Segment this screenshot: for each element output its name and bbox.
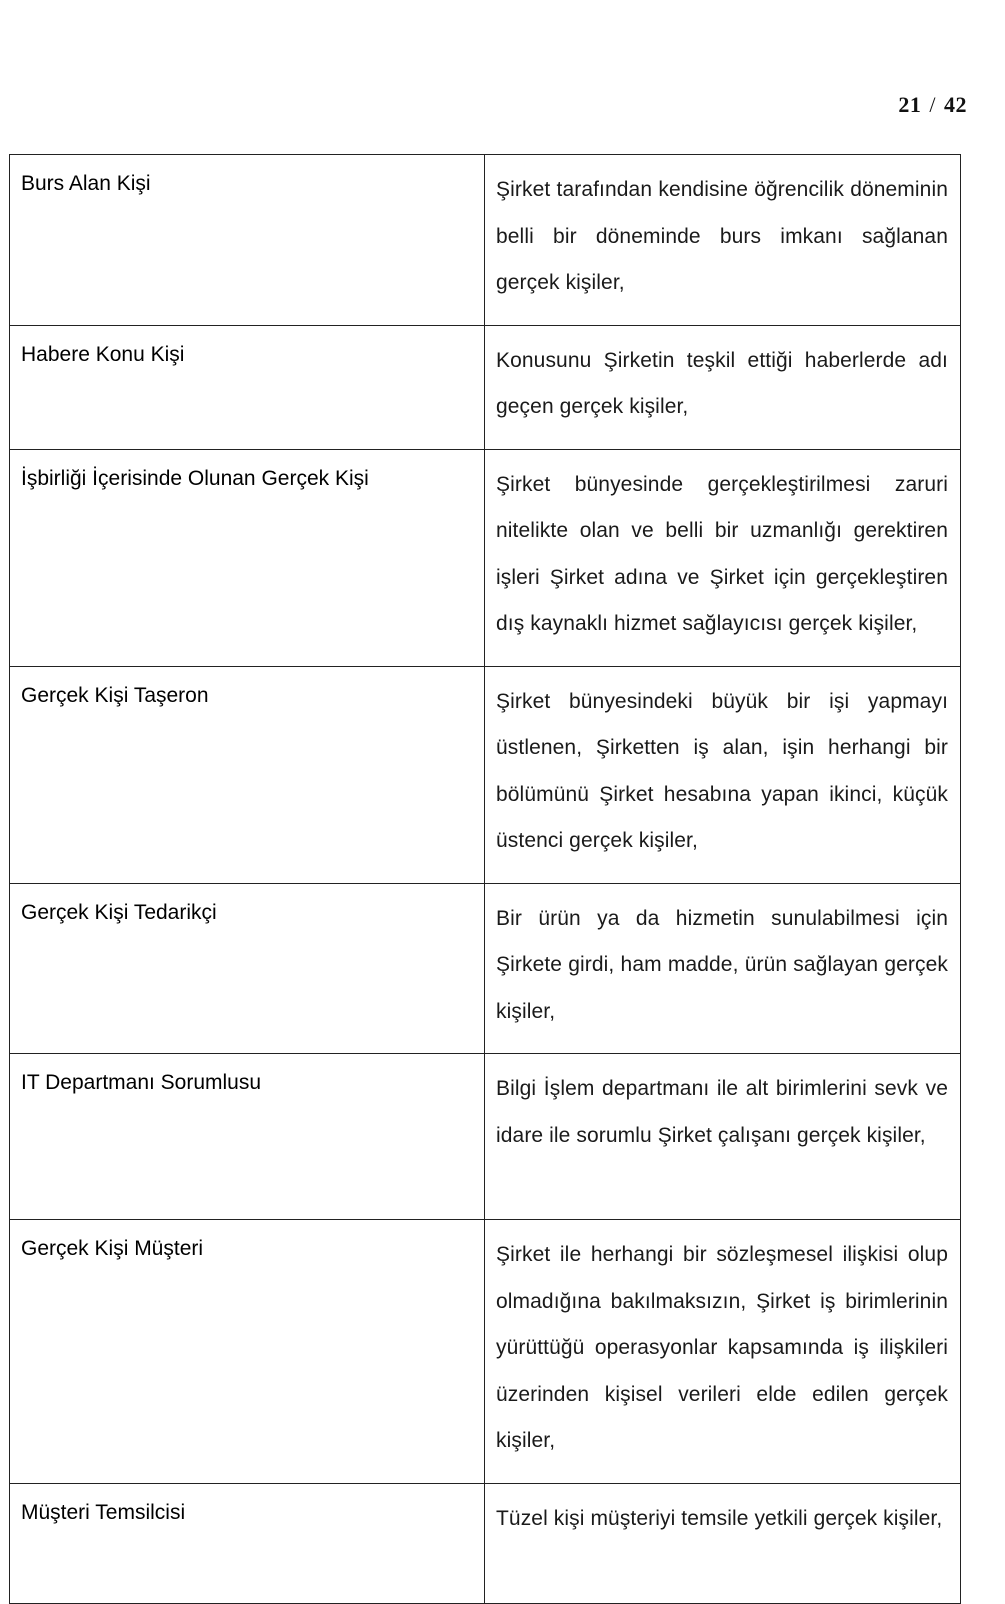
- description-text: Şirket ile herhangi bir sözleşmesel ilişkisi olup olmadığına bakılmaksızın, Şirket iş birimlerinin yürüttüğü operasyonlar kapsamında iş ilişkileri üzerinden kişisel verileri elde edilen gerçek kişiler,: [496, 1243, 948, 1452]
- table-row: [10, 666, 961, 883]
- table-row: [10, 1483, 961, 1603]
- term-label: İşbirliği İçerisinde Olunan Gerçek Kişi: [21, 466, 369, 490]
- description-text: Konusunu Şirketin teşkil ettiği haberlerde adı geçen gerçek kişiler,: [496, 348, 948, 418]
- term-cell: [10, 883, 485, 1054]
- description-text: Bir ürün ya da hizmetin sunulabilmesi için Şirkete girdi, ham madde, ürün sağlayan gerçek kişiler,: [496, 906, 948, 1023]
- page-current: 21: [898, 92, 922, 117]
- term-cell: [10, 449, 485, 666]
- term-label: Gerçek Kişi Tedarikçi: [21, 900, 217, 924]
- description-text: Şirket tarafından kendisine öğrencilik döneminin belli bir döneminde burs imkanı sağlanan gerçek kişiler,: [496, 178, 948, 294]
- term-cell: [10, 666, 485, 883]
- term-label: Gerçek Kişi Taşeron: [21, 683, 209, 707]
- term-label: Habere Konu Kişi: [21, 342, 185, 366]
- term-cell: [10, 1054, 485, 1220]
- definitions-table: [9, 154, 961, 1604]
- description-cell: [485, 1220, 961, 1484]
- description-text: Şirket bünyesinde gerçekleştirilmesi zaruri nitelikte olan ve belli bir uzmanlığı gerektiren işleri Şirket adına ve Şirket için gerçekleştiren dış kaynaklı hizmet sağlayıcısı gerçek kişiler,: [496, 472, 948, 635]
- page-number: [898, 92, 967, 118]
- term-label: Burs Alan Kişi: [21, 172, 151, 195]
- description-cell: [485, 325, 961, 449]
- term-label: Müşteri Temsilcisi: [21, 1500, 186, 1524]
- description-cell: [485, 883, 961, 1054]
- table-row: [10, 449, 961, 666]
- description-text: Bilgi İşlem departmanı ile alt birimlerini sevk ve idare ile sorumlu Şirket çalışanı gerçek kişiler,: [496, 1077, 948, 1147]
- description-cell: [485, 449, 961, 666]
- description-cell: [485, 1054, 961, 1220]
- table-row: [10, 883, 961, 1054]
- description-cell: [485, 1483, 961, 1603]
- table-row: [10, 325, 961, 449]
- term-label: Gerçek Kişi Müşteri: [21, 1237, 204, 1260]
- description-text: Şirket bünyesindeki büyük bir işi yapmayı üstlenen, Şirketten iş alan, işin herhangi bir bölümünü Şirket hesabına yapan ikinci, küçük üstenci gerçek kişiler,: [496, 689, 948, 852]
- term-cell: [10, 325, 485, 449]
- description-cell: [485, 155, 961, 326]
- term-label: IT Departmanı Sorumlusu: [21, 1071, 262, 1094]
- term-cell: [10, 155, 485, 326]
- table-row: [10, 1220, 961, 1484]
- table-row: [10, 1054, 961, 1220]
- page-total: 42: [944, 92, 967, 117]
- table-row: [10, 155, 961, 326]
- description-cell: [485, 666, 961, 883]
- description-text: Tüzel kişi müşteriyi temsile yetkili gerçek kişiler,: [496, 1506, 943, 1530]
- term-cell: [10, 1220, 485, 1484]
- term-cell: [10, 1483, 485, 1603]
- page-separator: /: [929, 92, 936, 117]
